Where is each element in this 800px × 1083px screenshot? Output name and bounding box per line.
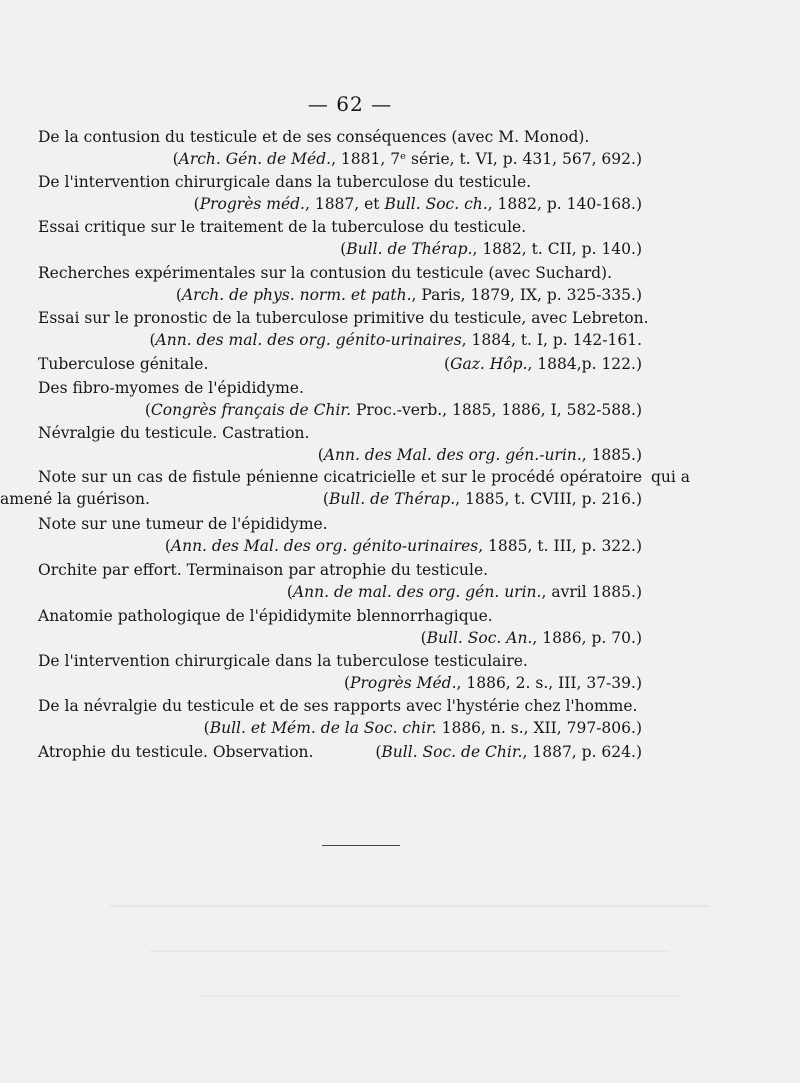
entry-source: (Congrès français de Chir. Proc.-verb., 1885, 1886, I, 582-588.) — [144, 401, 642, 419]
entry-source: (Bull. Soc. de Chir., 1887, p. 624.) — [375, 743, 642, 761]
show-through-mark — [110, 905, 710, 907]
entry-source: (Arch. Gén. de Méd., 1881, 7ᵉ série, t. VI, p. 431, 567, 692.) — [172, 150, 642, 168]
entry-line — [0, 489, 642, 509]
entry-title-continuation: amené la guérison. — [0, 490, 150, 508]
entry-source: (Bull. Soc. An., 1886, p. 70.) — [420, 629, 642, 647]
entry-line — [38, 354, 642, 374]
entry-title: Anatomie pathologique de l'épididymite blennorrhagique. — [38, 607, 493, 625]
entry-source: (Ann. des Mal. des org. génito-urinaires, 1885, t. III, p. 322.) — [164, 537, 642, 555]
entry-title: Recherches expérimentales sur la contusion du testicule (avec Suchard). — [38, 264, 613, 282]
entry-source: (Ann. de mal. des org. gén. urin., avril 1885.) — [286, 583, 642, 601]
entry-title: De l'intervention chirurgicale dans la tuberculose testiculaire. — [38, 652, 528, 670]
entry-title: Essai critique sur le traitement de la tuberculose du testicule. — [38, 218, 527, 236]
entry-title: De la névralgie du testicule et de ses rapports avec l'hystérie chez l'homme. — [38, 697, 638, 715]
entry-line — [38, 742, 642, 762]
entry-title-overflow: qui a — [651, 468, 691, 486]
entry-title: Orchite par effort. Terminaison par atrophie du testicule. — [38, 561, 489, 579]
entry-title: Note sur un cas de fistule pénienne cicatricielle et sur le procédé opératoire — [38, 468, 642, 486]
entry-source: (Arch. de phys. norm. et path., Paris, 1879, IX, p. 325-335.) — [175, 286, 642, 304]
entry-source: (Bull. de Thérap., 1885, t. CVIII, p. 216.) — [322, 490, 642, 508]
end-rule — [322, 845, 400, 846]
entry-source: (Bull. de Thérap., 1882, t. CII, p. 140.) — [340, 240, 642, 258]
entry-title: Note sur une tumeur de l'épididyme. — [38, 515, 328, 533]
entry-title: De la contusion du testicule et de ses conséquences (avec M. Monod). — [38, 128, 590, 146]
entry-source: (Ann. des Mal. des org. gén.-urin., 1885.) — [317, 446, 642, 464]
entry-source: (Gaz. Hôp., 1884,p. 122.) — [444, 355, 642, 373]
entry-source: (Bull. et Mém. de la Soc. chir. 1886, n. s., XII, 797-806.) — [203, 719, 642, 737]
entry-title: Des fibro-myomes de l'épididyme. — [38, 379, 304, 397]
entry-title: Névralgie du testicule. Castration. — [38, 424, 310, 442]
entry-title: De l'intervention chirurgicale dans la tuberculose du testicule. — [38, 173, 532, 191]
entry-source: (Progrès méd., 1887, et Bull. Soc. ch., 1882, p. 140-168.) — [193, 195, 642, 213]
entry-title: Tuberculose génitale. — [38, 355, 209, 373]
page-number: — 62 — — [307, 92, 393, 116]
entry-title: Essai sur le pronostic de la tuberculose primitive du testicule, avec Lebreton. — [38, 309, 649, 327]
show-through-mark — [150, 950, 670, 952]
entry-source: (Ann. des mal. des org. génito-urinaires, 1884, t. I, p. 142-161. — [149, 331, 642, 349]
entry-title: Atrophie du testicule. Observation. — [38, 743, 314, 761]
show-through-mark — [200, 995, 680, 997]
entry-source: (Progrès Méd., 1886, 2. s., III, 37-39.) — [343, 674, 642, 692]
